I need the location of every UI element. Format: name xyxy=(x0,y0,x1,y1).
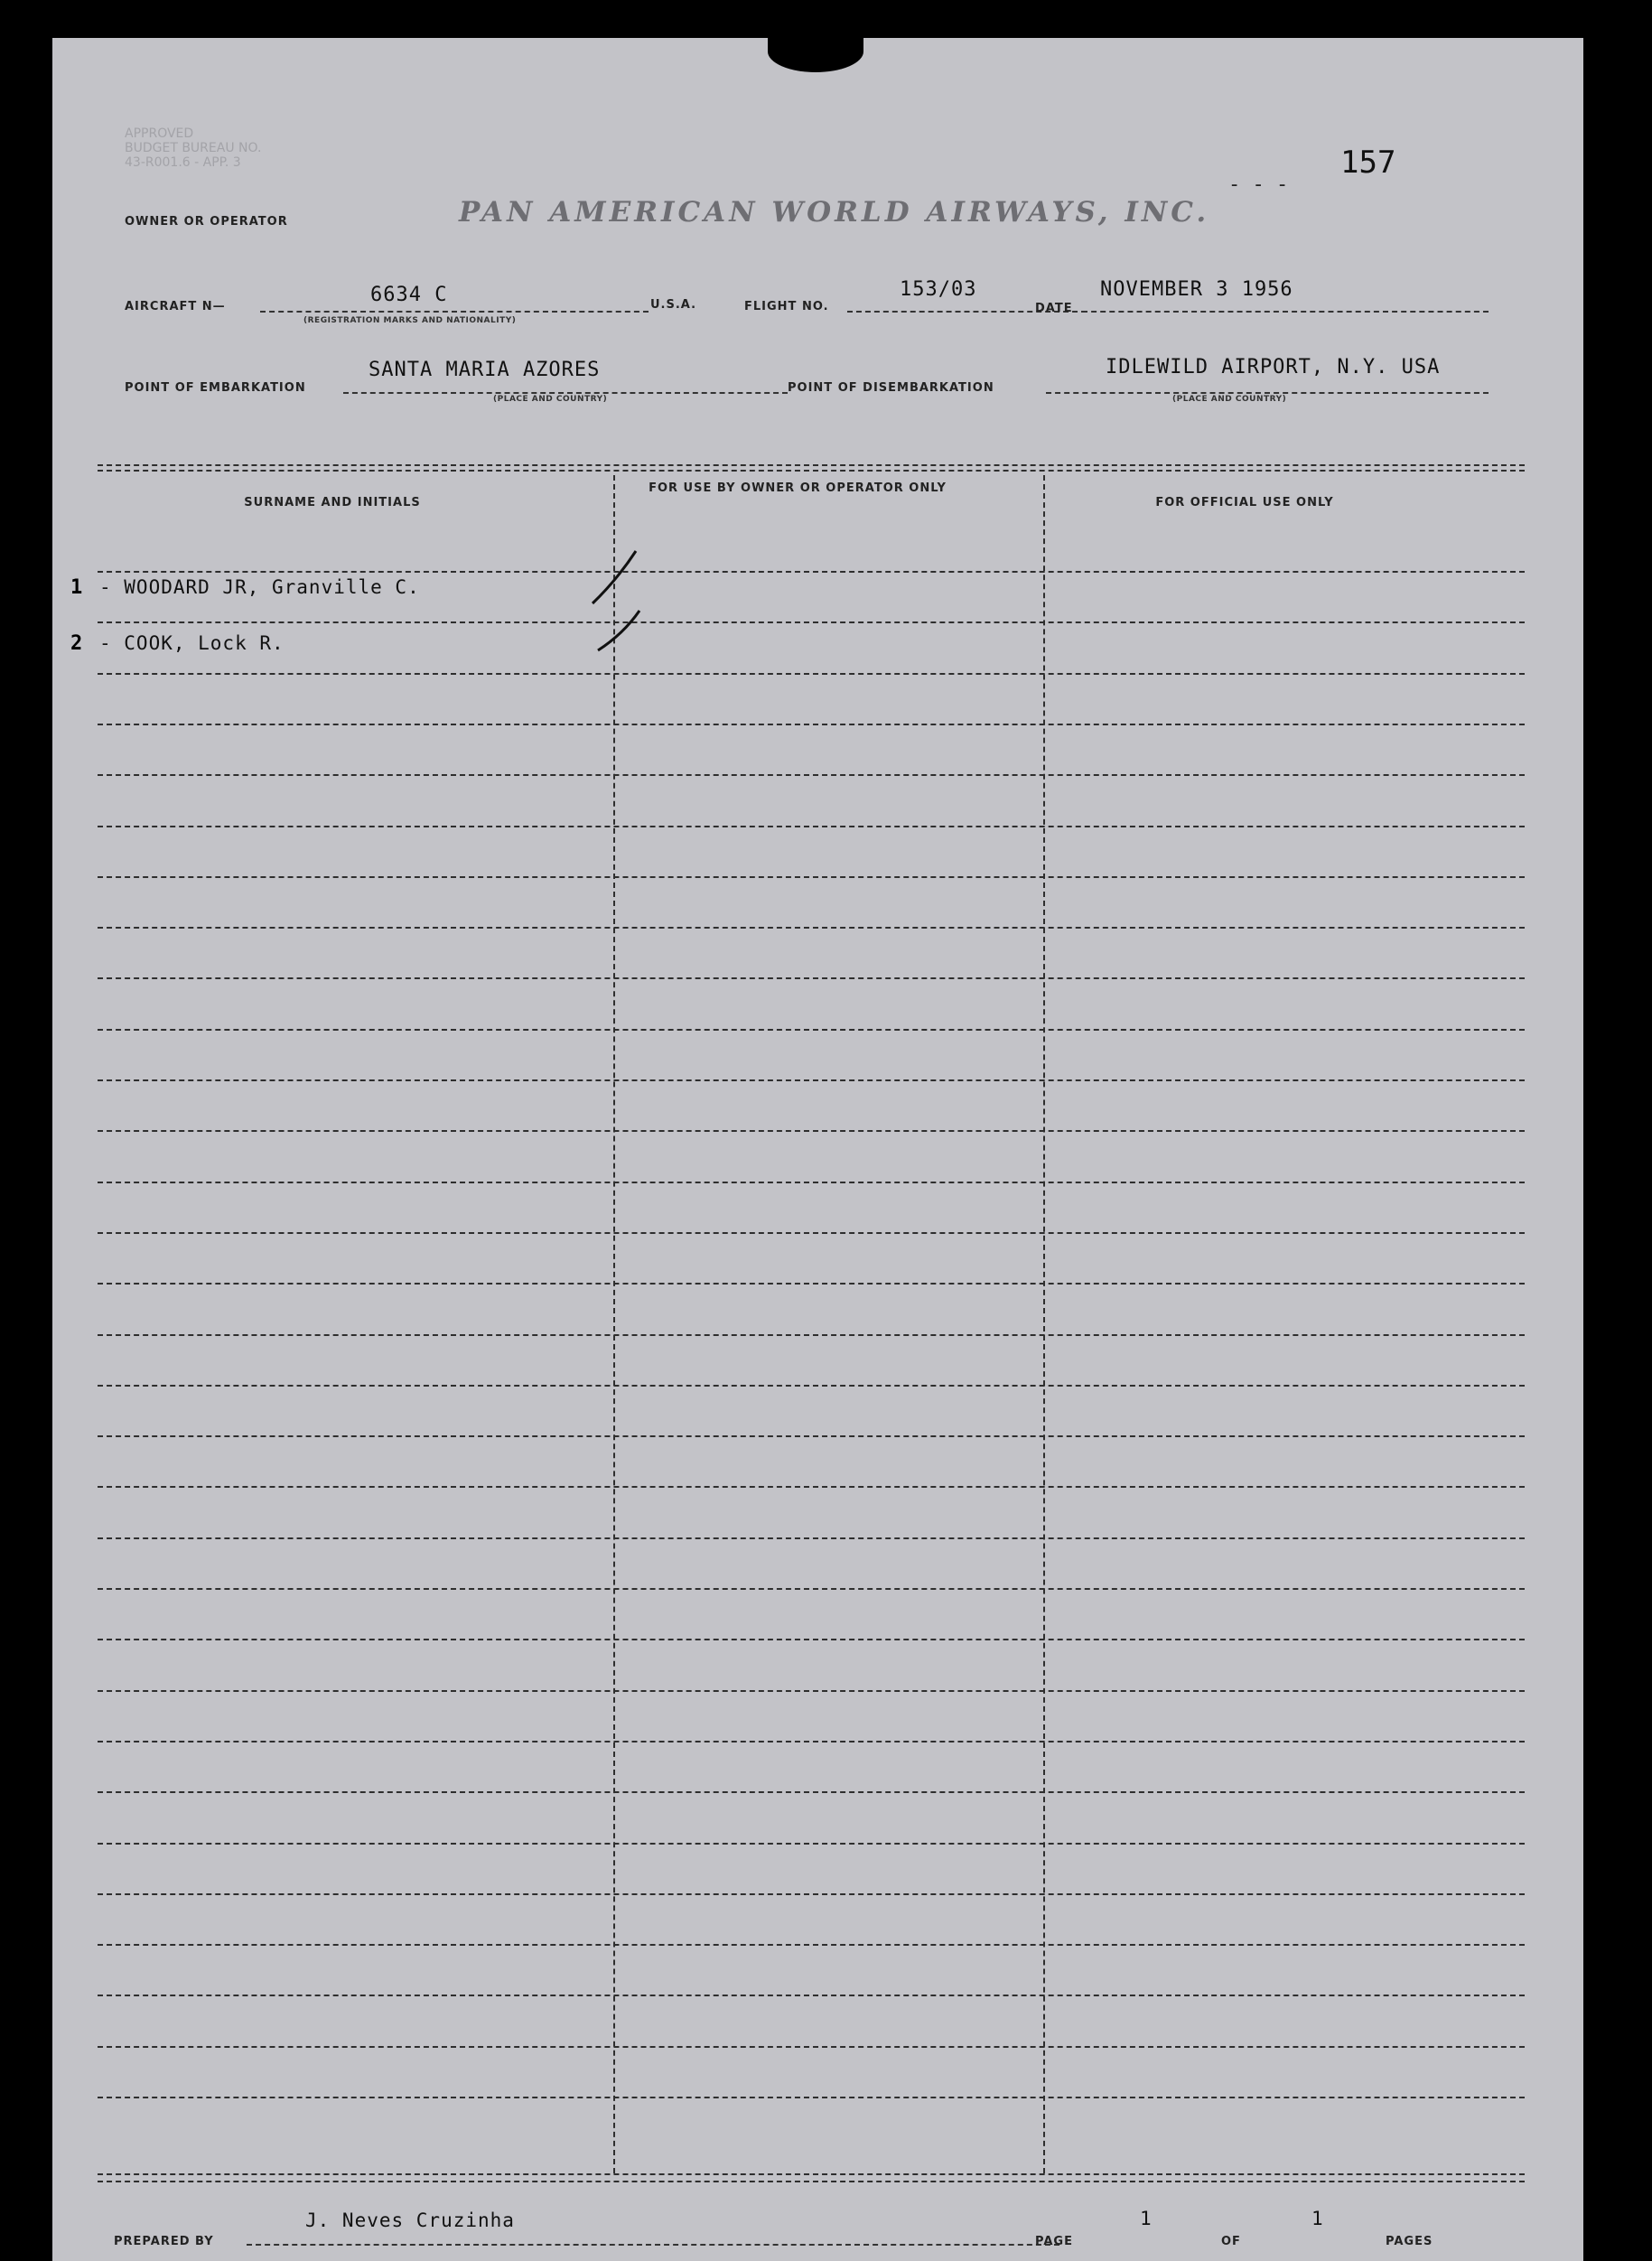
column-header-surname: SURNAME AND INITIALS xyxy=(244,496,421,509)
table-row-rule xyxy=(98,724,1525,725)
prepared-by-label: PREPARED BY xyxy=(114,2235,214,2248)
table-bottom-rule xyxy=(98,2173,1525,2175)
table-row-rule xyxy=(98,1791,1525,1793)
table-row-rule xyxy=(98,1182,1525,1183)
table-row-rule xyxy=(98,2097,1525,2098)
table-row-rule xyxy=(98,1893,1525,1895)
column-divider-1 xyxy=(613,475,615,2173)
approval-line-2: BUDGET BUREAU NO. xyxy=(125,141,262,155)
table-row-rule xyxy=(98,1741,1525,1742)
table-row-rule xyxy=(98,1537,1525,1539)
aircraft-sublabel: (REGISTRATION MARKS AND NATIONALITY) xyxy=(303,316,517,325)
manifest-sheet xyxy=(52,38,1583,2261)
embarkation-line xyxy=(343,392,788,394)
check-marks xyxy=(540,544,658,670)
table-row-rule xyxy=(98,977,1525,979)
passenger-name-2: - COOK, Lock R. xyxy=(99,632,285,654)
table-row-rule xyxy=(98,1843,1525,1845)
column-divider-2 xyxy=(1043,475,1045,2173)
table-row-rule xyxy=(98,1639,1525,1640)
disembarkation-sublabel: (PLACE AND COUNTRY) xyxy=(1172,395,1287,404)
column-header-owner-text: FOR USE BY OWNER OR OPERATOR ONLY xyxy=(649,481,947,495)
page-number: 157 xyxy=(1340,145,1396,181)
passenger-number-2: 2 xyxy=(70,632,83,655)
prepared-by-value: J. Neves Cruzinha xyxy=(305,2210,515,2231)
page-label: PAGE xyxy=(1035,2235,1073,2248)
table-row-rule xyxy=(98,1690,1525,1692)
table-row-rule xyxy=(98,1435,1525,1437)
table-row-rule xyxy=(98,1079,1525,1081)
table-row-rule xyxy=(98,1944,1525,1946)
table-row-rule xyxy=(98,826,1525,827)
aircraft-value: 6634 C xyxy=(370,284,448,306)
prepared-by-line xyxy=(247,2244,1059,2246)
aircraft-line xyxy=(260,311,649,313)
table-row-rule xyxy=(98,1995,1525,1996)
owner-value: PAN AMERICAN WORLD AIRWAYS, INC. xyxy=(459,196,1210,229)
column-header-official: FOR OFFICIAL USE ONLY xyxy=(1155,496,1334,509)
disembarkation-label: POINT OF DISEMBARKATION xyxy=(788,381,994,395)
table-row-rule xyxy=(98,571,1525,573)
punch-hole xyxy=(768,31,863,72)
of-value: 1 xyxy=(1311,2208,1324,2229)
table-row-rule xyxy=(98,1334,1525,1336)
table-top-rule xyxy=(98,464,1525,466)
approval-line-1: APPROVED xyxy=(125,126,194,141)
table-row-rule xyxy=(98,673,1525,675)
table-row-rule xyxy=(98,876,1525,878)
flight-value: 153/03 xyxy=(900,278,977,301)
nationality-label: U.S.A. xyxy=(650,298,697,312)
passenger-number-1: 1 xyxy=(70,576,83,599)
embarkation-label: POINT OF EMBARKATION xyxy=(125,381,306,395)
pages-label: PAGES xyxy=(1386,2235,1433,2248)
table-row-rule xyxy=(98,1486,1525,1488)
number-dashes: - - - xyxy=(1228,173,1289,196)
page-value: 1 xyxy=(1140,2208,1153,2229)
of-label: OF xyxy=(1221,2235,1241,2248)
table-row-rule xyxy=(98,621,1525,623)
disembarkation-line xyxy=(1046,392,1489,394)
approval-line-3: 43-R001.6 - APP. 3 xyxy=(125,155,241,170)
table-row-rule xyxy=(98,1130,1525,1132)
table-top-rule-2 xyxy=(98,470,1525,472)
embarkation-value: SANTA MARIA AZORES xyxy=(369,359,601,381)
table-row-rule xyxy=(98,1385,1525,1387)
table-row-rule xyxy=(98,1232,1525,1234)
aircraft-label: AIRCRAFT N— xyxy=(125,300,226,313)
table-bottom-rule-2 xyxy=(98,2181,1525,2182)
table-row-rule xyxy=(98,774,1525,776)
date-value: NOVEMBER 3 1956 xyxy=(1100,278,1293,301)
table-row-rule xyxy=(98,1283,1525,1285)
check-mark-2 xyxy=(598,611,639,650)
owner-label: OWNER OR OPERATOR xyxy=(125,215,288,229)
table-row-rule xyxy=(98,927,1525,929)
flight-label: FLIGHT NO. xyxy=(744,300,829,313)
column-header-owner xyxy=(621,482,974,495)
date-line xyxy=(1082,311,1489,313)
passenger-name-1: - WOODARD JR, Granville C. xyxy=(99,576,420,598)
disembarkation-value: IDLEWILD AIRPORT, N.Y. USA xyxy=(1106,356,1441,378)
table-row-rule xyxy=(98,1588,1525,1590)
table-row-rule xyxy=(98,2046,1525,2048)
check-mark-1 xyxy=(593,551,636,603)
embarkation-sublabel: (PLACE AND COUNTRY) xyxy=(493,395,608,404)
table-row-rule xyxy=(98,1029,1525,1031)
date-label: DATE xyxy=(1035,302,1073,315)
approval-stamp xyxy=(125,126,261,170)
